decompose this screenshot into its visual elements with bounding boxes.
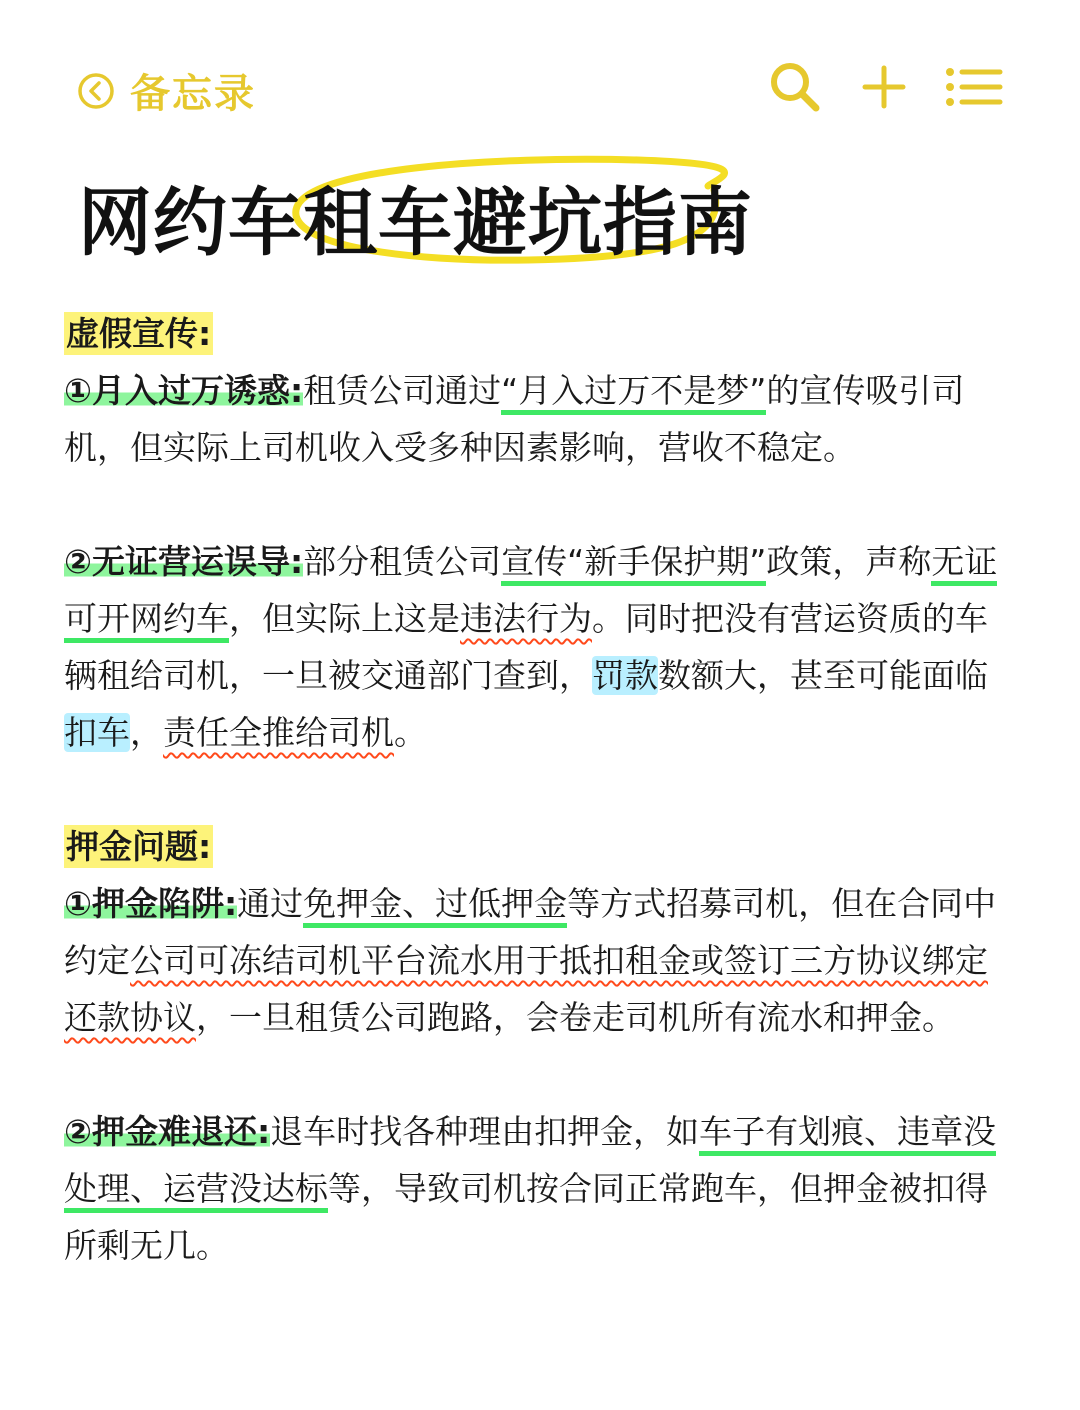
text-run: 退车时找各种理由扣押金，如 (270, 1112, 700, 1151)
note-content (64, 305, 1004, 1274)
back-button[interactable] (76, 62, 256, 119)
section-title-deposit (64, 818, 1004, 875)
search-icon[interactable] (766, 58, 824, 116)
back-label: 备忘录 (130, 71, 256, 117)
green-underline: 免押金、过低押金 (303, 884, 567, 928)
green-underline: 车子有划痕、违章没处理、运营没达标 (64, 1112, 996, 1213)
text-run: 。 (394, 713, 427, 752)
paragraph-deposit-trap (64, 875, 1004, 1046)
text-run: 等方式招募司机，但在合同中约定 (64, 884, 997, 980)
blue-highlight: 罚款 (592, 656, 658, 695)
text-run: 租赁公司通过 (303, 371, 502, 410)
text-run: 的宣传吸引司机，但实际上司机收入受多种因素影响，营收不稳定。 (64, 371, 965, 467)
page-title: 网约车租车避坑指南 (78, 180, 753, 266)
item-label: ①月入过万诱惑: (64, 371, 304, 410)
text-run: ， (130, 713, 163, 752)
text-run: ，但实际上这是 (229, 599, 460, 638)
text-run: ，一旦租赁公司跑路，会卷走司机所有流水和押金。 (196, 998, 955, 1037)
text-run: 。同时把没有营运资质的车辆租给司机，一旦被交通部门查到， (64, 599, 988, 695)
section-title-highlight: 虚假宣传: (66, 314, 212, 353)
plus-icon[interactable] (858, 58, 910, 116)
paragraph-unlicensed-misleading (64, 533, 1004, 761)
green-underline: 宣传“新手保护期” (501, 542, 766, 586)
text-run: 等，导致司机按合同正常跑车，但押金被扣得所剩无几。 (64, 1169, 988, 1265)
green-underline: 无证可开网约车 (64, 542, 997, 643)
title-block (78, 150, 978, 270)
text-run: 部分租赁公司 (303, 542, 502, 581)
top-bar (0, 0, 1080, 170)
section-title-false-ads (64, 305, 1004, 362)
list-menu-icon[interactable] (942, 58, 1004, 116)
text-run: 政策，声称 (766, 542, 932, 581)
text-run: 数额大，甚至可能面临 (658, 656, 988, 695)
paragraph-deposit-refund (64, 1103, 1004, 1274)
item-label: ②押金难退还: (64, 1112, 271, 1151)
section-title-highlight: 押金问题: (66, 827, 212, 866)
back-chevron-icon (76, 71, 116, 111)
paragraph-income-temptation (64, 362, 1004, 476)
red-wavy-underline: 公司可冻结司机平台流水用于抵扣租金或签订三方协议绑定还款协议 (64, 941, 988, 1037)
text-run: 通过 (237, 884, 304, 923)
red-wavy-underline: 违法行为 (460, 599, 592, 638)
item-label: ①押金陷阱: (64, 884, 238, 923)
item-label: ②无证营运误导: (64, 542, 304, 581)
green-underline: “月入过万不是梦” (501, 371, 766, 415)
red-wavy-underline: 责任全推给司机 (163, 713, 394, 752)
blue-highlight: 扣车 (64, 713, 130, 752)
